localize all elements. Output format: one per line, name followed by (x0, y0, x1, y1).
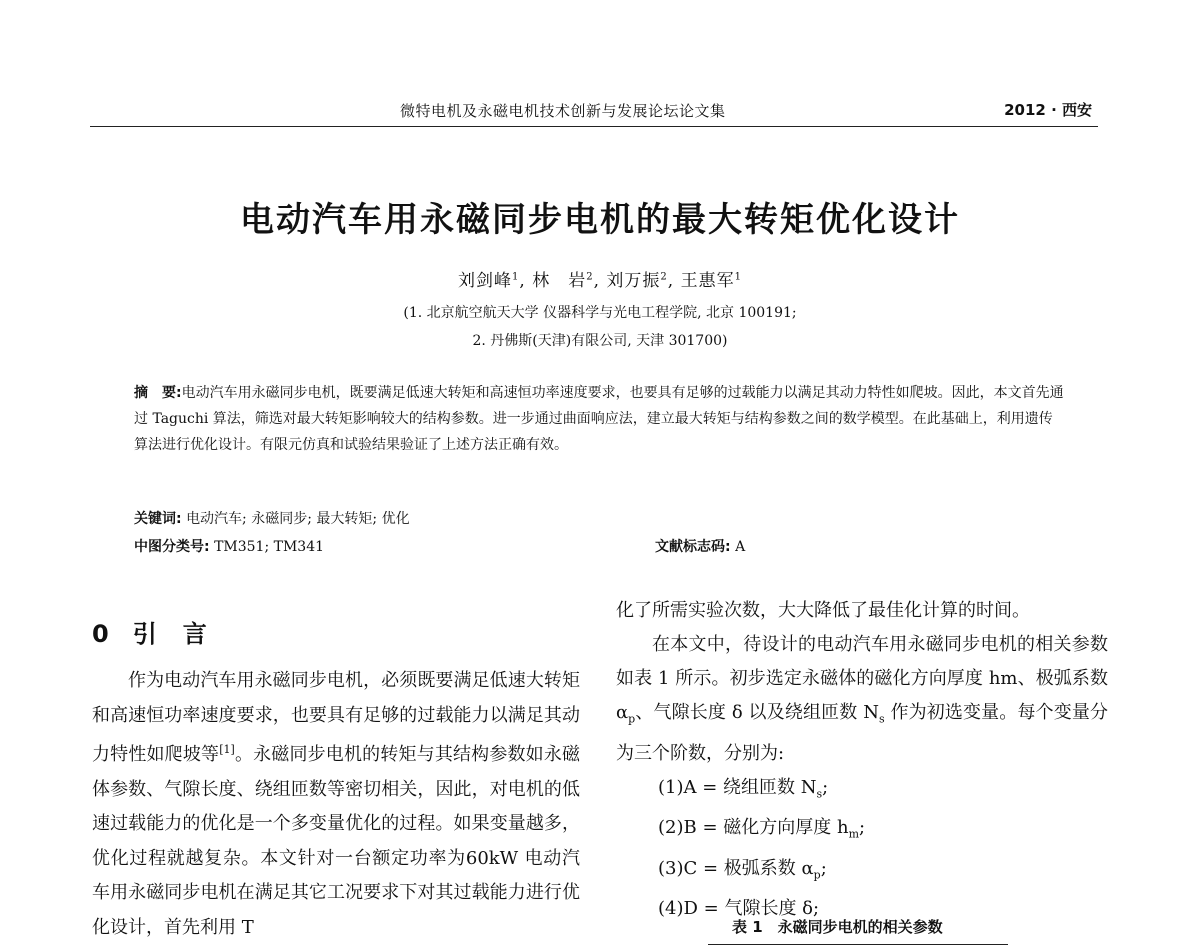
citation-ref: [1] (219, 743, 235, 756)
clc-text: TM351; TM341 (214, 539, 325, 555)
params-text-2: 、气隙长度 δ 以及绕组匝数 N (635, 702, 879, 723)
section-title-char: 言 (182, 620, 209, 648)
author-name: 刘剑峰 (458, 271, 513, 291)
journal-name: 微特电机及永磁电机技术创新与发展论坛论文集 (400, 102, 726, 120)
section-title-char: 引 (132, 620, 159, 648)
subscript: s (816, 787, 823, 801)
classification (134, 536, 324, 556)
affiliation-2: 2. 丹佛斯(天津)有限公司, 天津 301700) (472, 333, 728, 349)
keywords (134, 508, 410, 528)
table-top-rule (708, 944, 1008, 945)
author-list: 刘剑峰$^1$, 林 岩$^2$, 刘万振$^2$, 王惠军$^1$ (458, 271, 742, 291)
list-item (658, 811, 1108, 852)
affil-mark: 1 (512, 271, 520, 283)
params-paragraph (616, 628, 1108, 771)
author-name: 林 岩 (532, 271, 587, 291)
left-column (92, 664, 580, 945)
affil-mark: 2 (586, 271, 594, 283)
running-header (90, 98, 1098, 127)
list-item-text: (1)A = 绕组匝数 N (658, 776, 817, 798)
document-code (655, 536, 745, 556)
list-item (658, 771, 1108, 812)
intro-text: 作为电动汽车用永磁同步电机，必须既要满足低速大转矩和高速恒功率速度要求，也要具有足够的过载能力以满足其动力特性如爬坡等 (92, 670, 580, 765)
author-name: 刘万振 (606, 271, 661, 291)
keywords-label: 关键词: (134, 511, 182, 527)
paper-title: 电动汽车用永磁同步电机的最大转矩优化设计 (240, 200, 960, 240)
variable-list (616, 771, 1108, 927)
author-name: 王惠军 (680, 271, 735, 291)
subscript: p (628, 712, 636, 726)
subscript: s (878, 712, 885, 726)
doc-code-text: A (735, 539, 746, 555)
params-text-3: 作为初选变量。每个变量分为三个阶数，分别为: (616, 702, 1108, 764)
year-place: 2012 · 西安 (1004, 101, 1092, 119)
list-item-end: ; (822, 776, 829, 798)
list-item (658, 852, 1108, 893)
section-heading (92, 614, 209, 649)
list-item-text: (3)C = 极弧系数 α (658, 857, 814, 879)
abstract-label: 摘 要: (134, 385, 182, 401)
table-caption: 表 1 永磁同步电机的相关参数 (732, 918, 943, 936)
affil-mark: 1 (734, 271, 742, 283)
affiliation-1: (1. 北京航空航天大学 仪器科学与光电工程学院, 北京 100191; (403, 305, 797, 321)
continued-paragraph: 化了所需实验次数，大大降低了最佳化计算的时间。 (616, 600, 1030, 621)
clc-label: 中图分类号: (134, 539, 210, 555)
section-number: 0 (92, 620, 111, 648)
doc-code-label: 文献标志码: (655, 539, 731, 555)
subscript: p (813, 868, 821, 882)
subscript: m (848, 827, 860, 841)
list-item-text: (2)B = 磁化方向厚度 h (658, 817, 849, 839)
right-column (616, 594, 1108, 926)
list-item-end: ; (820, 857, 827, 879)
params-text: 在本文中，待设计的电动汽车用永磁同步电机的相关参数如表 1 所示。初步选定永磁体的磁化方向厚度 hm、极弧系数 α (616, 634, 1108, 723)
abstract (134, 380, 1064, 458)
keywords-text: 电动汽车; 永磁同步; 最大转矩; 优化 (186, 511, 410, 527)
affil-mark: 2 (660, 271, 668, 283)
intro-paragraph (92, 664, 580, 945)
abstract-text: 电动汽车用永磁同步电机，既要满足低速大转矩和高速恒功率速度要求，也要具有足够的过载能力以满足其动力特性如爬坡。因此，本文首先通过 Taguchi 算法，筛选对最大转矩影响较大的结构参数。进一步通过曲面响应法，建立最大转矩与结构参数之间的数学模型。在此基础上，利用遗传算法进行优化设计。有限元仿真和试验结果验证了上述方法正确有效。 (134, 385, 1064, 453)
list-item-end: ; (859, 817, 866, 839)
list-item: (4)D = 气隙长度 δ; (658, 898, 820, 920)
intro-text-cont: 。永磁同步电机的转矩与其结构参数如永磁体参数、气隙长度、绕组匝数等密切相关，因此，对电机的低速过载能力的优化是一个多变量优化的过程。如果变量越多，优化过程就越复杂。本文针对一台额定功率为60kW 电动汽车用永磁同步电机在满足其它工况要求下对其过载能力进行优化设计，首先利用 T (92, 744, 580, 938)
